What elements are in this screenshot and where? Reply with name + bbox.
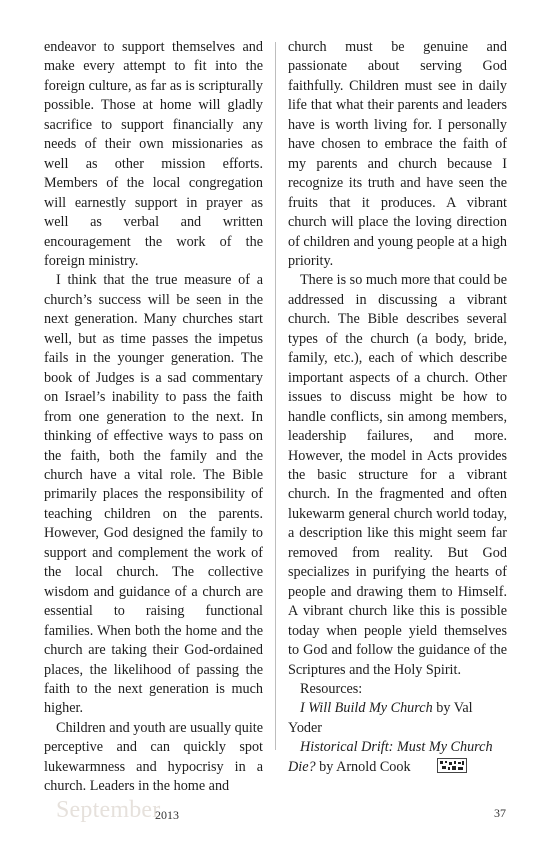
right-column (288, 38, 507, 777)
reference-title: I Will Build My Church (300, 700, 433, 717)
paragraph-genuine-church: church must be genuine and passionate about serving God faithfully. Children must see in daily life that what their parents and leaders have is worth living for. I personally have chosen to embrace the faith of my parents and church because I recognize its truth and have seen the fruits that it produces. A vibrant church will place the loving direction of children and young people at a high priority. (288, 39, 507, 269)
paragraph-children-youth: Children and youth are usually quite perceptive and can quickly spot lukewarmness and hypocrisy in a church. Leaders in the home and (44, 719, 263, 795)
left-column (44, 38, 263, 797)
reference-item (288, 699, 507, 738)
paragraph-so-much-more: There is so much more that could be addressed in discussing a vibrant church. The Bible describes several types of the church (a body, bride, family, etc.), each of which describe important aspects of a church. Other issues to discuss might be how to handle conflicts, sin among members, leadership failures, and more. However, the model in Acts provides the basic structure for a vibrant church. In the fragmented and often lukewarm general church world today, a description like this might seem far removed from reality. But God specializes in purifying the hearts of people and drawing them to Himself. A vibrant church like this is possible today when people yield themselves to God and follow the guidance of the Scriptures and the Holy Spirit. (288, 272, 507, 678)
footer-year: 2013 (155, 808, 179, 822)
reference-title: Historical Drift: Must My Church Die? (288, 739, 493, 775)
resources-label: Resources: (300, 680, 363, 697)
column-divider (275, 42, 276, 750)
reference-author: by Arnold Cook (315, 758, 411, 775)
reference-item (288, 738, 507, 777)
end-of-article-ornament-icon (437, 758, 467, 773)
footer-month: September (56, 797, 161, 823)
paragraph-next-generation: I think that the true measure of a church’s success will be seen in the next generation. Many churches start well, but as time passes the impetus fails in the younger generation. The book of Judges is a sad commentary on Israel’s inability to pass the faith from one generation to the next. In thinking of effective ways to pass on the faith, both the family and the church have a vital role. The Bible primarily places the responsibility of teaching children on the parents. However, God designed the family to support and complement the work of the local church. The collective wisdom and guidance of a church are essential to raising functional families. When both the home and the church are taking their God-ordained places, the likelihood of passing the faith to the next generation is much higher. (44, 272, 263, 717)
paragraph-continued: endeavor to support themselves and make every attempt to fit into the foreign culture, as far as is scripturally possible. Those at home will gladly sacrifice to support financially any needs of their own missionaries as well as other mission efforts. Members of the local congregation will earnestly support in prayer as well as verbal and written encouragement the work of the foreign ministry. (44, 39, 263, 269)
reference-author: by Val Yoder (288, 700, 473, 736)
page-number: 37 (494, 806, 506, 820)
